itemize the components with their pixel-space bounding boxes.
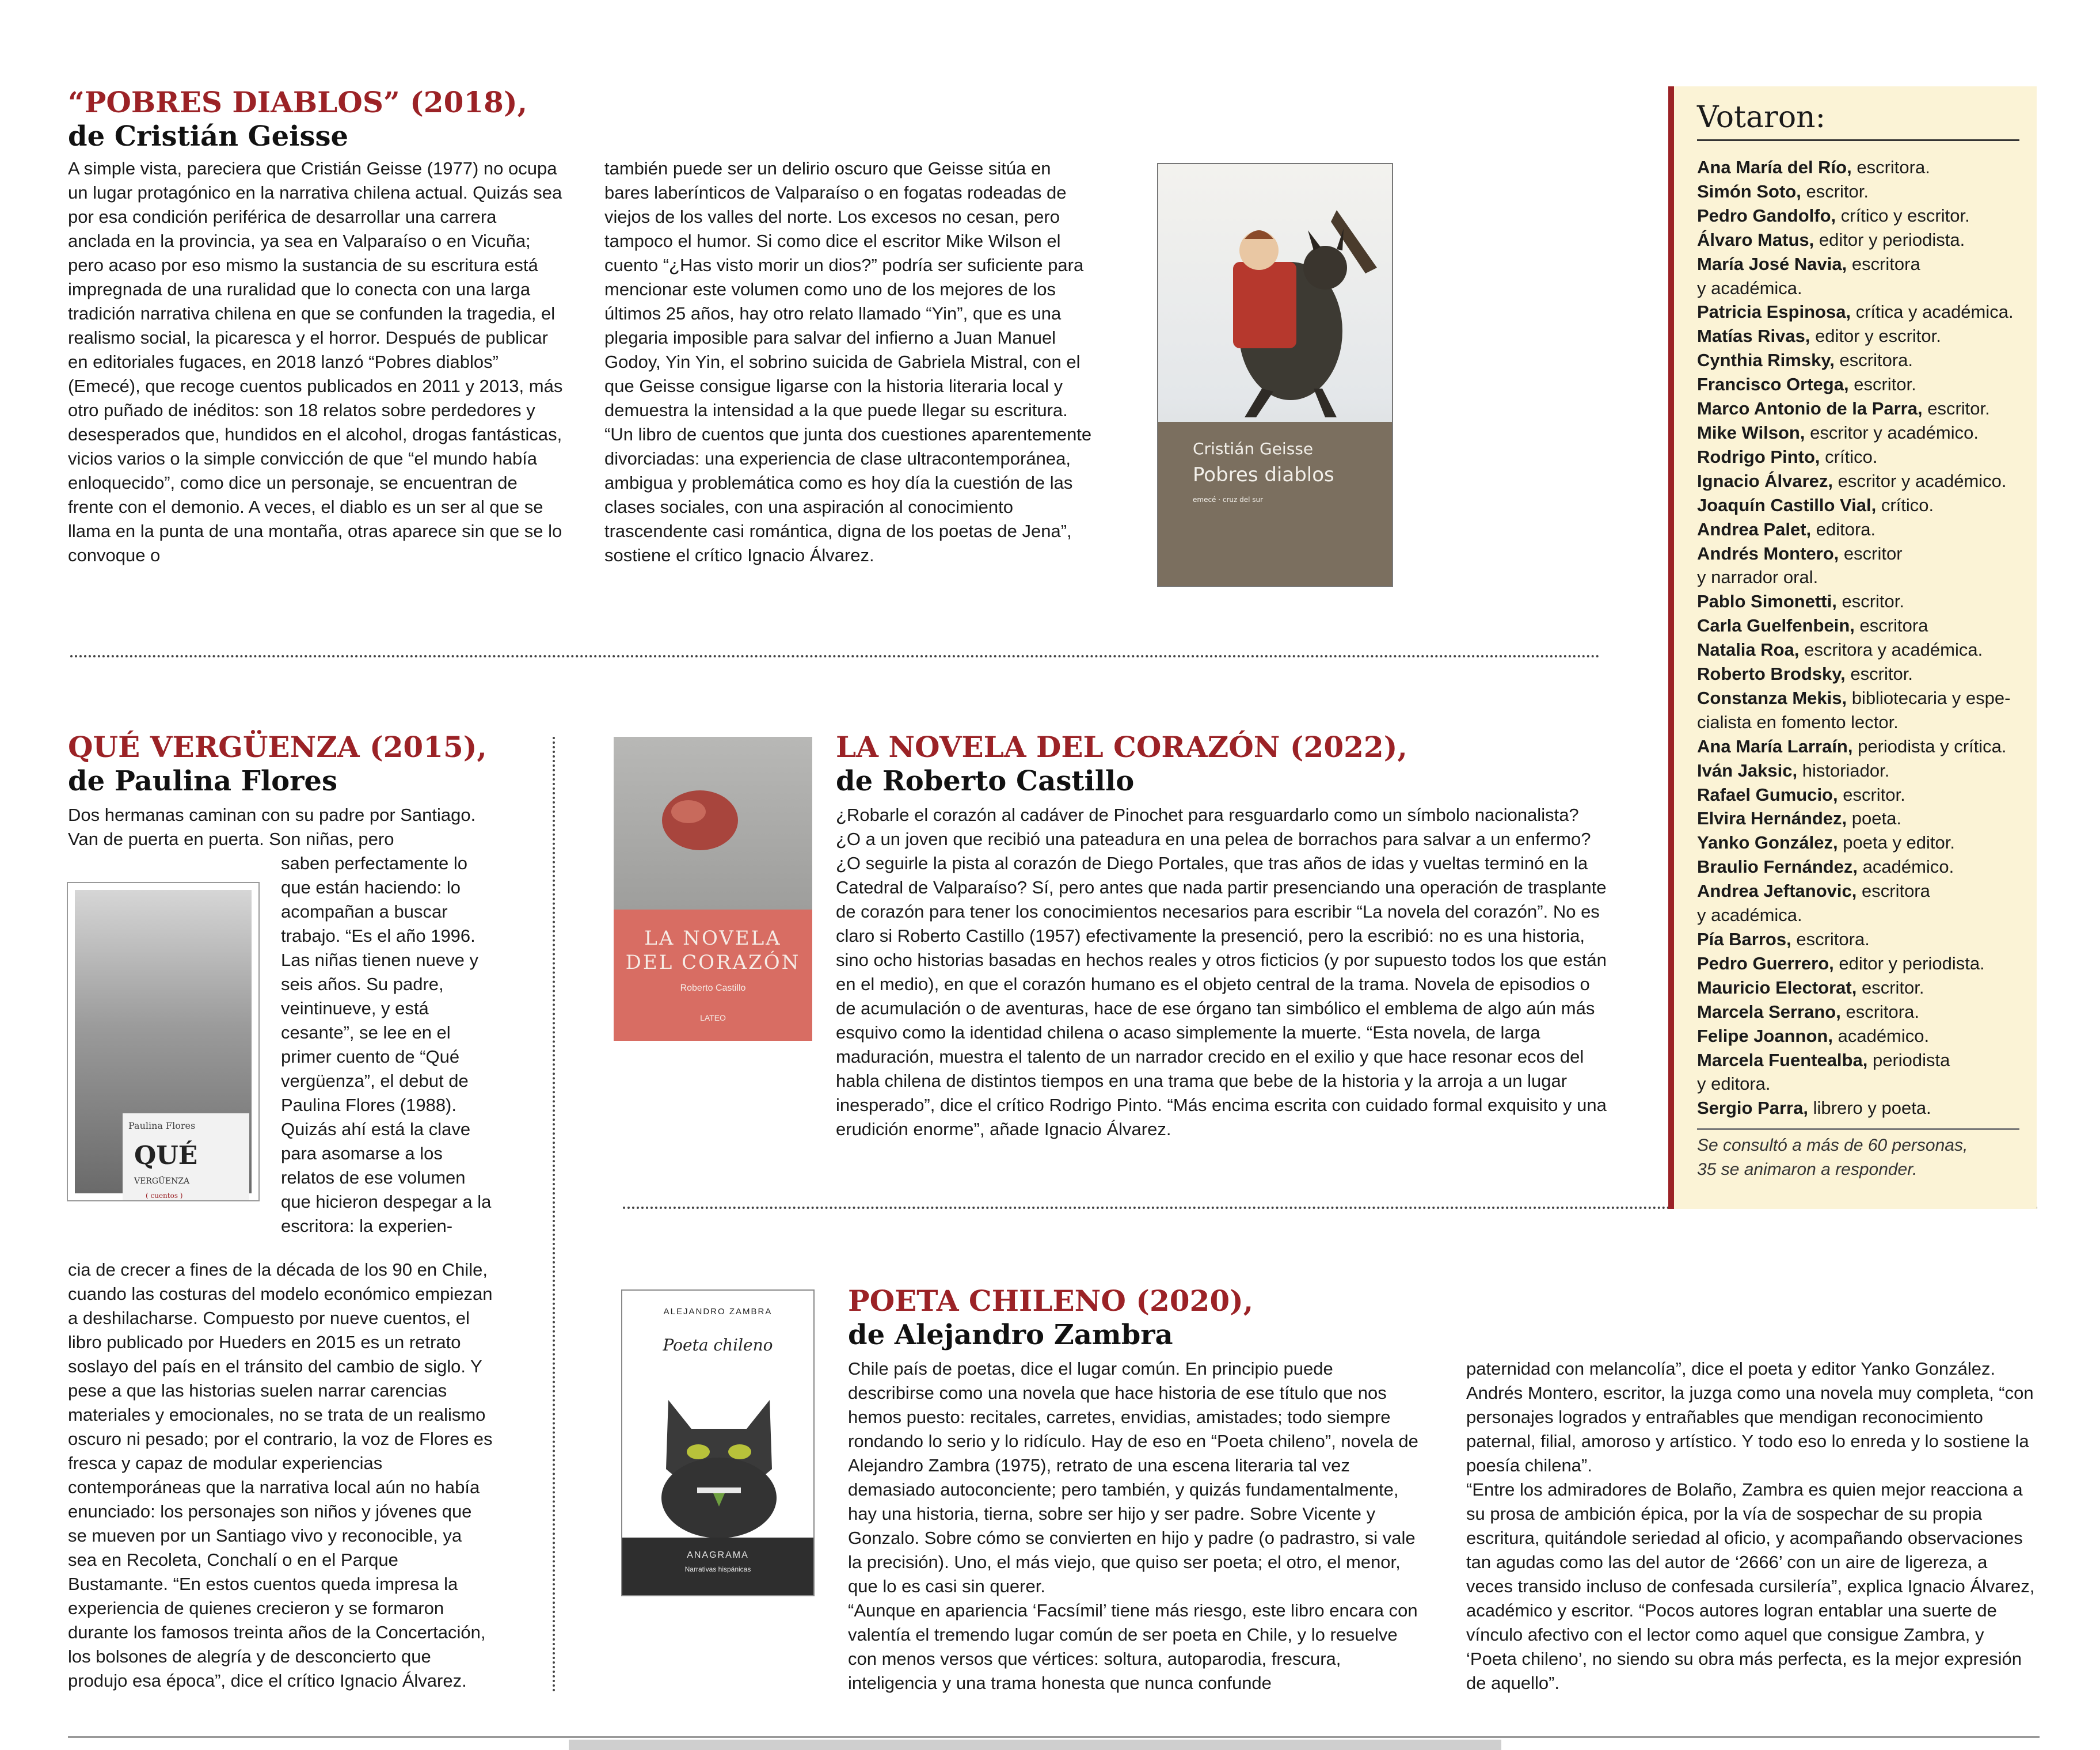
voter-role: editora. xyxy=(1816,519,1876,539)
voter-name: Pablo Simonetti, xyxy=(1697,591,1837,612)
voter-role: historiador. xyxy=(1802,760,1890,781)
voter-item xyxy=(1697,976,2031,1000)
voter-item xyxy=(1697,180,2031,204)
voter-name: Andrea Jeftanovic, xyxy=(1697,881,1857,901)
article-body-col2 xyxy=(1466,1357,2036,1695)
voter-role: escritora. xyxy=(1839,350,1913,371)
voter-item xyxy=(1697,542,2031,566)
voter-role: poeta. xyxy=(1851,808,1901,829)
article-body-intro: Dos hermanas caminan con su padre por Santiago. Van de puerta en puerta. Son niñas, pero xyxy=(68,805,476,849)
cover-series: Narrativas hispánicas xyxy=(684,1565,751,1573)
voter-name: Simón Soto, xyxy=(1697,181,1801,201)
divider-dotted-vertical xyxy=(553,737,555,1692)
voter-role: periodista xyxy=(1872,1049,1950,1070)
book-cover-la-novela-del-corazon xyxy=(614,737,812,1041)
bottom-rule xyxy=(68,1736,2040,1738)
article-author: de Roberto Castillo xyxy=(836,765,1135,797)
voter-role: escritora. xyxy=(1856,157,1930,177)
cover-imprint: LATEO xyxy=(700,1013,726,1022)
voter-item xyxy=(1697,1024,2031,1048)
note-line: 35 se animaron a responder. xyxy=(1697,1160,1918,1179)
voter-role: escritor. xyxy=(1927,398,1990,419)
paragraph: paternidad con melancolía”, dice el poeta y editor Yanko González. Andrés Montero, escritor, la juzga como una novela muy completa, “con personajes logrados y entrañables que mendigan reconocimiento paternal, filial, amoroso y artístico. Y todo eso lo enreda y lo sostiene la poesía chilena”. xyxy=(1466,1359,2034,1475)
voter-name: Rodrigo Pinto, xyxy=(1697,446,1820,467)
voter-item xyxy=(1697,397,2031,421)
article-body-col1 xyxy=(848,1357,1421,1695)
article-title: QUÉ VERGÜENZA (2015), xyxy=(68,730,487,764)
voter-item xyxy=(1697,518,2031,542)
sidebar-heading: Votaron: xyxy=(1697,100,2019,141)
voter-item xyxy=(1697,1072,2031,1096)
voter-role: escritora xyxy=(1859,615,1928,636)
voter-name: Carla Guelfenbein, xyxy=(1697,615,1855,636)
voter-name: Constanza Mekis, xyxy=(1697,687,1847,708)
voter-name: Ana María Larraín, xyxy=(1697,736,1853,756)
voter-role: editor y periodista. xyxy=(1839,953,1985,973)
voter-role: escritor y académico. xyxy=(1838,470,2007,491)
voter-name: Cynthia Rimsky, xyxy=(1697,350,1835,371)
cover-photo xyxy=(614,737,812,910)
voter-role: escritora. xyxy=(1846,1001,1919,1022)
voter-name: Marcela Fuentealba, xyxy=(1697,1049,1868,1070)
voter-name: Álvaro Matus, xyxy=(1697,229,1814,250)
voter-role: y académica. xyxy=(1697,905,1802,926)
article-que-verguenza xyxy=(68,730,487,798)
cover-title: Poeta chileno xyxy=(663,1336,773,1355)
article-title: “POBRES DIABLOS” (2018), xyxy=(68,85,528,119)
article-la-novela-del-corazon xyxy=(836,730,1407,798)
voter-item xyxy=(1697,686,2031,710)
cover-author: ALEJANDRO ZAMBRA xyxy=(663,1307,773,1317)
voter-item xyxy=(1697,348,2031,372)
paragraph: Chile país de poetas, dice el lugar común. En principio puede describirse como una novela que hace historia de ese título que nos hemos puesto: recitales, carretes, envidias, amistades; todo siempre rondando lo serio y lo ridículo. Hay de eso en “Poeta chileno”, novela de Alejandro Zambra (1975), retrato de una escena literaria tal vez demasiado autoconciente; pero también, y quizás fundamentalmente, hay una historia, tierna, sobre ser hijo y ser padre. Sobre Vicente y Gonzalo. Sobre cómo se convierten en hijo y padre (o padrastro, si vale la precisión). Uno, el más viejo, que quiso ser poeta; el otro, el menor, que lo es casi sin querer. xyxy=(848,1359,1418,1596)
voter-item xyxy=(1697,783,2031,807)
voter-role: escritor. xyxy=(1843,784,1905,805)
voter-item xyxy=(1697,493,2031,518)
cover-label xyxy=(123,1113,249,1201)
voter-role: y académica. xyxy=(1697,277,1802,298)
voter-role: académico. xyxy=(1838,1025,1930,1046)
article-body: ¿Robarle el corazón al cadáver de Pinochet para resguardarlo como un símbolo nacionalista? ¿O a un joven que recibió una pateadura en una pelea de borrachos para salvar a un enfermo? ¿O seguirle la pista al corazón de Diego Portales, que tras años de idas y vueltas terminó en la Catedral de Valparaíso? Sí, pero antes que nada partir presenciando una operación de trasplante de corazón para tener los conocimientos necesarios para escribir “La novela del corazón”. No es claro si Roberto Castillo (1957) efectivamente la presenció, pero la escribió: no es una historia, sino ocho historias basadas en hechos reales y otros ficticios (y por supuesto todos los que están en el medio), en que el corazón humano es el objeto central de la trama. Novela de episodios o de acumulación o de aventuras, hace de ese órgano tan simbólico el emblema de algo aún más esquivo como la identidad chilena o acaso simplemente la muerte. “Esta novela, de larga maduración, muestra el talento de un narrador crecido en el exilio y que hace resonar ecos del habla chilena de distintos tiempos en una trama que bebe de la historia y la arroja a un lugar inesperado”, dice el crítico Rodrigo Pinto. “Más encima escrita con cuidado formal exquisito y una erudición enorme”, añade Ignacio Álvarez. xyxy=(836,805,1607,1139)
voter-role: bibliotecaria y espe- xyxy=(1851,687,2011,708)
voter-role: escritor. xyxy=(1854,374,1916,395)
sidebar-note xyxy=(1697,1128,2019,1182)
voter-item xyxy=(1697,228,2031,252)
voter-name: Natalia Roa, xyxy=(1697,640,1800,660)
voter-name: Pedro Gandolfo, xyxy=(1697,205,1836,226)
voter-name: Joaquín Castillo Vial, xyxy=(1697,494,1877,515)
voter-item xyxy=(1697,952,2031,976)
article-title: POETA CHILENO (2020), xyxy=(848,1284,1254,1318)
voter-name: Felipe Joannon, xyxy=(1697,1025,1833,1046)
paragraph: “Aunque en apariencia ‘Facsímil’ tiene más riesgo, este libro encara con valentía el tremendo lugar común de ser poeta en Chile, y lo resuelve con menos versos que vértices: soltura, autoparodia, frescura, inteligencia y una trama honesta que nunca confunde xyxy=(848,1600,1418,1693)
voter-item xyxy=(1697,372,2031,397)
heart-icon xyxy=(614,737,812,910)
voter-name: Sergio Parra, xyxy=(1697,1098,1808,1119)
divider-dotted xyxy=(70,655,1600,657)
voter-item xyxy=(1697,638,2031,662)
voter-name: Elvira Hernández, xyxy=(1697,808,1847,829)
article-pobres-diablos xyxy=(68,85,527,153)
article-author: de Alejandro Zambra xyxy=(848,1319,1173,1351)
voter-role: escritor. xyxy=(1806,181,1869,201)
voter-role: escritora xyxy=(1862,881,1930,901)
article-body-rest: cia de crecer a fines de la década de los 90 en Chile, cuando las costuras del modelo económico empiezan a deshilacharse. Compuesto por nueve cuentos, el libro publicado por Hueders en 2015 es un retrato soslayo del país en el tránsito del cambio de siglo. Y pese a que las historias suelen narrar carencias materiales y emocionales, no se trata de un realismo oscuro ni pesado; por el contrario, la voz de Flores es fresca y capaz de modular experiencias contemporáneas que la narrativa local aún no había enunciado: los personajes son niños y jóvenes que se mueven por un Santiago vivo y reconocible, ya sea en Recoleta, Conchalí o en el Parque Bustamante. “En estos cuentos queda impresa la experiencia de quienes crecieron y se formaron durante los famosos treinta años de la Concertación, los bolsones de alegría y de desconcierto que produjo esa época”, dice el crítico Ignacio Álvarez. xyxy=(68,1260,493,1691)
bottom-bar xyxy=(569,1740,1501,1750)
devil-illustration-icon xyxy=(1193,199,1388,417)
note-line: Se consultó a más de 60 personas, xyxy=(1697,1136,1968,1155)
voter-item xyxy=(1697,903,2031,927)
cover-title: Pobres diablos xyxy=(1193,463,1334,486)
voter-name: Andrés Montero, xyxy=(1697,543,1839,564)
voter-role: escritor. xyxy=(1842,591,1905,612)
article-body-narrow: saben perfectamente lo que están haciendo: lo acompañan a buscar trabajo. “Es el año 1996. Las niñas tienen nueve y seis años. Su padre, veintinueve, y está cesante”, se lee en el primer cuento de “Qué vergüenza”, el debut de Paulina Flores (1988). Quizás ahí está la clave para asomarse a los relatos de ese volumen que hicieron despegar a la escritora: la experien- xyxy=(281,853,492,1236)
book-cover-que-verguenza xyxy=(67,882,260,1201)
cat-illustration-icon xyxy=(651,1388,787,1538)
voter-item xyxy=(1697,589,2031,614)
voter-item xyxy=(1697,300,2031,324)
voter-role: escritora y académica. xyxy=(1804,640,1983,660)
voter-name: Rafael Gumucio, xyxy=(1697,784,1838,805)
voter-item xyxy=(1697,252,2031,276)
cover-imprint: emecé · cruz del sur xyxy=(1193,496,1264,504)
voter-item xyxy=(1697,927,2031,952)
voter-item xyxy=(1697,324,2031,348)
book-cover-pobres-diablos xyxy=(1157,163,1393,587)
voter-item xyxy=(1697,445,2031,469)
article-title: LA NOVELA DEL CORAZÓN (2022), xyxy=(836,730,1407,764)
voter-name: Ana María del Río, xyxy=(1697,157,1852,177)
voter-role: y editora. xyxy=(1697,1074,1771,1094)
voter-item xyxy=(1697,469,2031,493)
voter-item xyxy=(1697,735,2031,759)
voter-role: librero y poeta. xyxy=(1813,1098,1931,1119)
voter-role: crítica y académica. xyxy=(1855,302,2014,322)
voter-item xyxy=(1697,614,2031,638)
voter-name: Iván Jaksic, xyxy=(1697,760,1798,781)
voter-role: escritor. xyxy=(1850,664,1913,684)
voter-role: crítico. xyxy=(1881,494,1934,515)
voter-name: Braulio Fernández, xyxy=(1697,857,1858,877)
voter-role: crítico y escritor. xyxy=(1840,205,1970,226)
voters-sidebar xyxy=(1668,86,2037,1209)
voter-item xyxy=(1697,1048,2031,1072)
voter-name: Mike Wilson, xyxy=(1697,422,1805,443)
voter-name: Matías Rivas, xyxy=(1697,326,1810,347)
voter-item xyxy=(1697,710,2031,735)
article-body-col2: también puede ser un delirio oscuro que Geisse sitúa en bares laberínticos de Valparaíso o en fogatas rodeadas de viejos de los valles del norte. Los excesos no cesan, pero tampoco el humor. Si como dice el escritor Mike Wilson el cuento “¿Has visto morir un dios?” podría ser suficiente para mencionar este volumen como uno de los mejores de los últimos 25 años, hay otro relato llamado “Yin”, que es una plegaria imposible para salvar del infierno a Juan Manuel Godoy, Yin Yin, el sobrino suicida de Gabriela Mistral, con el que Geisse consigue ligarse con la historia literaria local y demuestra la intensidad a la que puede llegar su escritura. “Un libro de cuentos que junta dos cuestiones aparentemente divorciadas: una experiencia de clase ultracontemporánea, ambigua y problemática como es hoy día la cuestión de las clases sociales, con una aspiración al conocimiento trascendente casi romántica, digna de los poetas de Jena”, sostiene el crítico Ignacio Álvarez. xyxy=(604,158,1092,565)
voter-item xyxy=(1697,276,2031,300)
article-poeta-chileno xyxy=(848,1284,1253,1352)
voter-name: Marco Antonio de la Parra, xyxy=(1697,398,1923,419)
voter-name: Patricia Espinosa, xyxy=(1697,302,1851,322)
voter-item xyxy=(1697,421,2031,445)
voter-item xyxy=(1697,879,2031,903)
voter-role: escritor y académico. xyxy=(1810,422,1979,443)
voter-role: editor y periodista. xyxy=(1819,229,1965,250)
voter-name: Yanko González, xyxy=(1697,832,1838,853)
voter-role: crítico. xyxy=(1825,446,1878,467)
voter-name: Marcela Serrano, xyxy=(1697,1001,1841,1022)
voter-item xyxy=(1697,565,2031,589)
cover-imprint: ANAGRAMA xyxy=(687,1550,749,1560)
voter-item xyxy=(1697,831,2031,855)
voter-item xyxy=(1697,155,2031,180)
voter-role: y narrador oral. xyxy=(1697,567,1819,588)
voter-item xyxy=(1697,855,2031,879)
cover-kind: ( cuentos ) xyxy=(146,1192,183,1200)
voter-name: Andrea Palet, xyxy=(1697,519,1812,539)
voter-item xyxy=(1697,1096,2031,1120)
voter-name: María José Navia, xyxy=(1697,253,1847,274)
voter-name: Mauricio Electorat, xyxy=(1697,977,1857,998)
paragraph: “Entre los admiradores de Bolaño, Zambra es quien mejor reacciona a su prosa de ambición épica, por la vía de sospechar de su propia escritura, quitándole seriedad al oficio, y acompañando observaciones tan agudas como las del autor de ‘2666’ con un aire de ligereza, a veces transido incluso de confesada cursilería”, explica Ignacio Álvarez, académico y escritor. “Pocos autores logran entablar una suerte de vínculo afectivo con el lector como aquel que consigue Zambra, y ‘Poeta chileno’, no siendo su obra más perfecta, es la mejor expresión de aquello”. xyxy=(1466,1479,2035,1693)
cover-author: Cristián Geisse xyxy=(1193,439,1314,458)
voter-item xyxy=(1697,1000,2031,1024)
voter-item xyxy=(1697,806,2031,831)
voter-name: Francisco Ortega, xyxy=(1697,374,1849,395)
cover-author: Paulina Flores xyxy=(128,1120,196,1131)
book-cover-poeta-chileno xyxy=(621,1289,815,1596)
voter-role: escritora xyxy=(1851,253,1920,274)
voter-name: Pedro Guerrero, xyxy=(1697,953,1834,973)
voter-name: Roberto Brodsky, xyxy=(1697,664,1846,684)
voter-name: Pía Barros, xyxy=(1697,929,1791,949)
cover-title: QUÉ xyxy=(134,1141,198,1170)
voter-role: escritor. xyxy=(1861,977,1924,998)
voter-item xyxy=(1697,204,2031,228)
voter-role: escritora. xyxy=(1796,929,1870,949)
voter-role: escritor xyxy=(1843,543,1903,564)
cover-band xyxy=(1158,422,1392,586)
voter-item xyxy=(1697,662,2031,686)
voter-role: poeta y editor. xyxy=(1843,832,1955,853)
cover-subtitle: VERGÜENZA xyxy=(134,1177,190,1186)
article-author: de Paulina Flores xyxy=(68,765,337,797)
voter-role: editor y escritor. xyxy=(1815,326,1941,347)
voter-item xyxy=(1697,759,2031,783)
cover-footer xyxy=(622,1538,813,1595)
voter-name: Ignacio Álvarez, xyxy=(1697,470,1833,491)
article-body-col1: A simple vista, pareciera que Cristián Geisse (1977) no ocupa un lugar protagónico en la narrativa chilena actual. Quizás sea por esa condición periférica de desarrollar una carrera anclada en la provincia, ya sea en Valparaíso o en Vicuña; pero acaso por eso mismo la sustancia de su escritura está impregnada de una ruralidad que lo conecta con una larga tradición narrativa chilena en que se confunden la tragedia, el realismo social, la picaresca y el horror. Después de publicar en editoriales fugaces, en 2018 lanzó “Pobres diablos” (Emecé), que recoge cuentos publicados en 2011 y 2013, más otro puñado de inéditos: son 18 relatos sobre perdedores y desesperados que, hundidos en el alcohol, drogas fantásticas, vicios varios o la simple convicción de que “el mundo había enloquecido”, como dice un personaje, se encuentran de frente con el demonio. A veces, el diablo es un ser al que se llama en la punta de una montaña, otras aparece sin que se lo convoque o xyxy=(68,158,563,565)
voter-role: cialista en fomento lector. xyxy=(1697,712,1899,732)
cover-title-2: DEL CORAZÓN xyxy=(625,951,801,974)
voter-role: periodista y crítica. xyxy=(1858,736,2007,756)
voter-role: académico. xyxy=(1862,857,1954,877)
cover-author: Roberto Castillo xyxy=(680,983,746,993)
cover-title-1: LA NOVELA xyxy=(644,927,782,950)
article-author: de Cristián Geisse xyxy=(68,120,349,153)
voters-list xyxy=(1697,155,2031,1120)
